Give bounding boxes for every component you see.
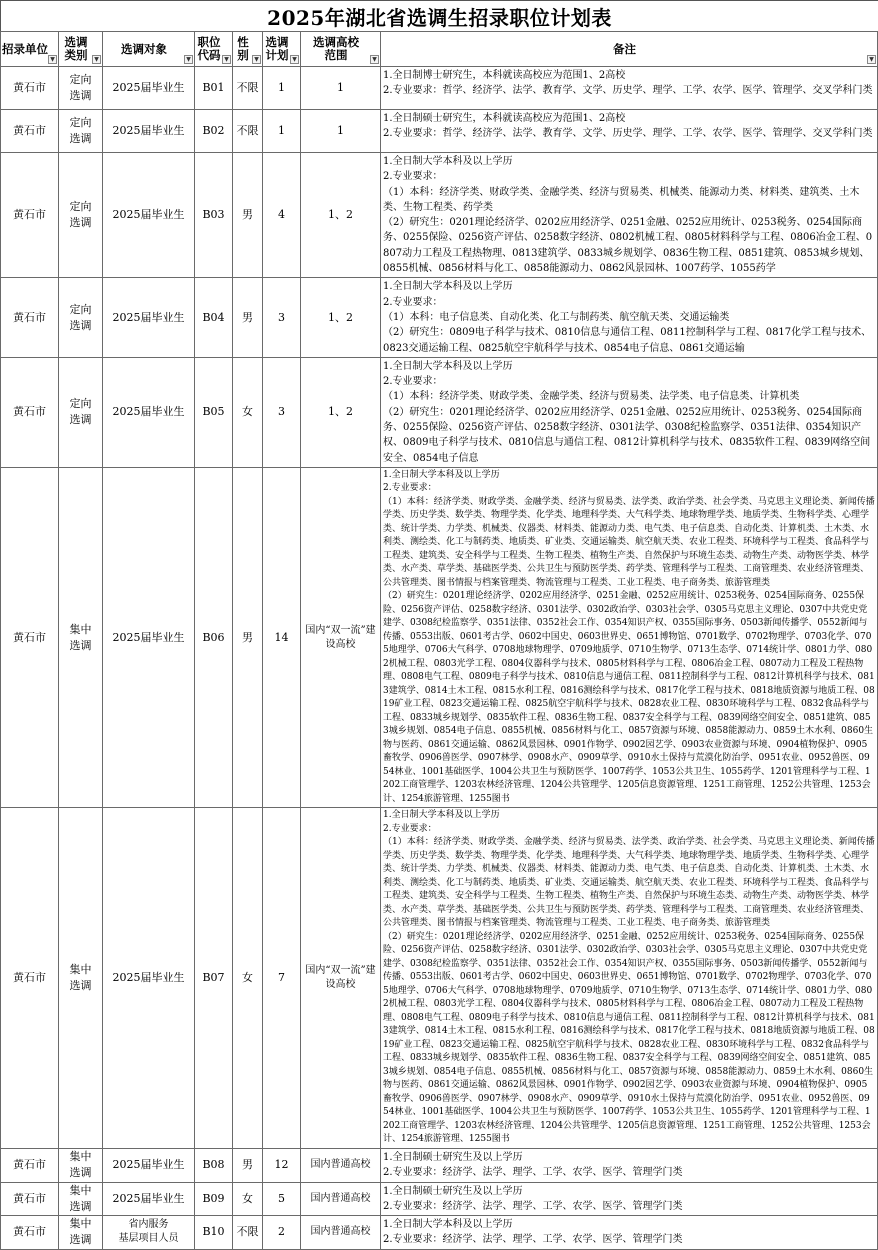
cell-schools[interactable]: 1 (301, 110, 381, 153)
cell-unit[interactable]: 黄石市 (1, 1182, 59, 1216)
note-line: 2.专业要求： (383, 296, 443, 308)
col-header-type[interactable] (59, 32, 103, 67)
note-line: 2.专业要求：哲学、经济学、法学、教育学、文学、历史学、理学、工学、农学、医学、管理学、交叉学科门类 (383, 85, 873, 97)
col-header-notes[interactable] (381, 32, 878, 67)
cell-gender[interactable]: 男 (233, 467, 263, 808)
cell-target[interactable]: 2025届毕业生 (103, 110, 195, 153)
cell-code[interactable]: B07 (195, 808, 233, 1149)
cell-plan[interactable]: 1 (263, 110, 301, 153)
cell-target[interactable]: 2025届毕业生 (103, 278, 195, 357)
cell-notes[interactable] (381, 153, 878, 278)
cell-unit[interactable]: 黄石市 (1, 1216, 59, 1250)
table-row (1, 1182, 878, 1216)
table-body (1, 67, 878, 1250)
table-row (1, 357, 878, 467)
cell-notes[interactable] (381, 1216, 878, 1250)
cell-schools[interactable]: 国内“双一流”建设高校 (301, 467, 381, 808)
header-row (1, 32, 878, 67)
notes-content (383, 1184, 875, 1215)
note-line: （1）本科：经济学类、财政学类、金融学类、经济与贸易类、机械类、能源动力类、材料类、建筑类、土木类、生物工程类、药学类 (383, 186, 860, 213)
cell-type[interactable]: 定向 选调 (59, 67, 103, 110)
cell-target[interactable]: 2025届毕业生 (103, 808, 195, 1149)
table-row (1, 808, 878, 1149)
note-line: 1.全日制大学本科及以上学历 (383, 281, 513, 293)
cell-schools[interactable]: 国内“双一流”建设高校 (301, 808, 381, 1149)
cell-schools[interactable]: 国内普通高校 (301, 1148, 381, 1182)
note-line: 2.专业要求：哲学、经济学、法学、教育学、文学、历史学、理学、工学、农学、医学、管理学、交叉学科门类 (383, 128, 873, 140)
cell-plan[interactable]: 14 (263, 467, 301, 808)
cell-unit[interactable]: 黄石市 (1, 153, 59, 278)
filter-dropdown-icon[interactable]: ▼ (184, 55, 193, 64)
note-line: （1）本科：经济学类、财政学类、金融学类、经济与贸易类、法学类、政治学类、社会学类、马克思主义理论类、新闻传播学类、历史学类、数学类、物理学类、化学类、地理科学类、大气科学类、地球物理学类、地质学类、生物科学类、心理学类、统计学类、力学类、机械类、仪器类、材料类、能源动力类、电气类、电子信息类、自动化类、计算机类、土木类、水利类、测绘类、化工与制药类、地质类、矿业类、交通运输类、航空航天类、农业工程类、环境科学与工程类、食品科学与工程类、建筑类、安全科学与工程类、生物工程类、植物生产类、自然保护与环境生态类、动物生产类、动物医学类、林学类、水产类、草学类、基础医学类、公共卫生与预防医学类、药学类、管理科学与工程类、工商管理类、农业经济管理类、公共管理类、图书情报与档案管理类、物流管理与工程类、工业工程类、电子商务类、旅游管理类 (383, 837, 875, 929)
cell-code[interactable]: B04 (195, 278, 233, 357)
header-label: 选调对象 (121, 41, 167, 56)
note-line: 1.全日制硕士研究生及以上学历 (383, 1151, 523, 1163)
cell-gender[interactable]: 女 (233, 1182, 263, 1216)
note-line: 1.全日制大学本科及以上学历 (383, 1219, 513, 1231)
notes-content (383, 809, 875, 1147)
table-row (1, 467, 878, 808)
cell-type[interactable]: 定向 选调 (59, 153, 103, 278)
table-row (1, 1148, 878, 1182)
cell-gender[interactable]: 不限 (233, 110, 263, 153)
note-line: 1.全日制博士研究生，本科就读高校应为范围1、2高校 (383, 70, 626, 81)
cell-code[interactable]: B05 (195, 357, 233, 467)
header-label: 备注 (613, 41, 636, 56)
cell-gender[interactable]: 男 (233, 1148, 263, 1182)
filter-dropdown-icon[interactable]: ▼ (867, 55, 876, 64)
note-line: （1）本科：经济学类、财政学类、金融学类、经济与贸易类、法学类、政治学类、社会学类、马克思主义理论类、新闻传播学类、历史学类、数学类、物理学类、化学类、地理科学类、大气科学类、地球物理学类、地质学类、生物科学类、心理学类、统计学类、力学类、机械类、仪器类、材料类、能源动力类、电气类、电子信息类、自动化类、计算机类、土木类、水利类、测绘类、化工与制药类、地质类、矿业类、交通运输类、航空航天类、农业工程类、环境科学与工程类、食品科学与工程类、建筑类、安全科学与工程类、生物工程类、植物生产类、自然保护与环境生态类、动物生产类、动物医学类、林学类、水产类、草学类、基础医学类、公共卫生与预防医学类、药学类、管理科学与工程类、工商管理类、农业经济管理类、公共管理类、图书情报与档案管理类、物流管理与工程类、工业工程类、电子商务类、旅游管理类 (383, 496, 875, 588)
cell-target[interactable]: 2025届毕业生 (103, 1182, 195, 1216)
cell-notes[interactable] (381, 278, 878, 357)
note-line: 1.全日制大学本科及以上学历 (383, 156, 513, 167)
filter-dropdown-icon[interactable]: ▼ (252, 55, 261, 64)
cell-plan[interactable]: 2 (263, 1216, 301, 1250)
filter-dropdown-icon[interactable]: ▼ (48, 55, 57, 64)
cell-unit[interactable]: 黄石市 (1, 278, 59, 357)
cell-plan[interactable]: 12 (263, 1148, 301, 1182)
note-line: 1.全日制大学本科及以上学历 (383, 360, 513, 372)
cell-type[interactable]: 定向 选调 (59, 278, 103, 357)
cell-gender[interactable]: 不限 (233, 1216, 263, 1250)
cell-target[interactable]: 2025届毕业生 (103, 153, 195, 278)
position-plan-table (0, 31, 878, 1250)
notes-content (383, 68, 875, 99)
note-line: （2）研究生：0201理论经济学、0202应用经济学、0251金融、0252应用统计、0253税务、0254国际商务、0255保险、0256资产评估、0258数字经济、0802机械工程、0805材料科学与工程、0806冶金工程、0807动力工程及工程热物理、0813建筑学、0833城乡规划学、0836生物工程、0851建筑、0853城乡规划、0855机械、0856材料与化工、0858能源动力、0862风景园林、1007药学、1055药学 (383, 217, 873, 275)
cell-type[interactable]: 集中 选调 (59, 808, 103, 1149)
cell-target[interactable]: 2025届毕业生 (103, 357, 195, 467)
note-line: 2.专业要求：经济学、法学、理学、工学、农学、医学、管理学门类 (383, 1167, 683, 1179)
cell-notes[interactable] (381, 808, 878, 1149)
cell-schools[interactable]: 国内普通高校 (301, 1216, 381, 1250)
cell-plan[interactable]: 4 (263, 153, 301, 278)
cell-code[interactable]: B08 (195, 1148, 233, 1182)
cell-unit[interactable]: 黄石市 (1, 808, 59, 1149)
col-header-target[interactable] (103, 32, 195, 67)
cell-notes[interactable] (381, 357, 878, 467)
header-label: 选调 计划 (265, 35, 289, 62)
notes-content (383, 359, 875, 466)
col-header-gender[interactable] (233, 32, 263, 67)
filter-dropdown-icon[interactable]: ▼ (290, 55, 299, 64)
note-line: 2.专业要求： (383, 171, 443, 183)
cell-gender[interactable]: 男 (233, 278, 263, 357)
cell-schools[interactable]: 国内普通高校 (301, 1182, 381, 1216)
cell-code[interactable]: B06 (195, 467, 233, 808)
cell-type[interactable]: 定向 选调 (59, 110, 103, 153)
cell-notes[interactable] (381, 467, 878, 808)
note-line: 1.全日制硕士研究生，本科就读高校应为范围1、2高校 (383, 113, 626, 124)
table-row (1, 1216, 878, 1250)
cell-code[interactable]: B03 (195, 153, 233, 278)
header-label: 职位 代码 (197, 35, 221, 62)
note-line: （2）研究生：0201理论经济学、0202应用经济学、0251金融、0252应用统计、0253税务、0254国际商务、0255保险、0256资产评估、0258数字经济、0301法学、0302政治学、0303社会学、0305马克思主义理论、0307中共党史党建学、0308纪检监察学、0351法律、0352社会工作、0354知识产权、0355国际事务、0503新闻传播学、0552新闻与传播、0553出版、0601考古学、0602中国史、0603世界史、0651博物馆、0701数学、0702物理学、0703化学、0705地理学、0706大气科学、0708地球物理学、0709地质学、0710生物学、0713生态学、0714统计学、0801力学、0802机械工程、0803光学工程、0804仪器科学与技术、0805材料科学与工程、0806冶金工程、0807动力工程及工程热物理、0808电气工程、0809电子科学与技术、0810信息与通信工程、0811控制科学与工程、0812计算机科学与技术、0813建筑学、0814土木工程、0815水利工程、0816测绘科学与技术、0817化学工程与技术、0818地质资源与地质工程、0819矿业工程、0823交通运输工程、0825航空宇航科学与技术、0828农业工程、0830环境科学与工程、0832食品科学与工程、0833城乡规划学、0835软件工程、0836生物工程、0837安全科学与工程、0839网络空间安全、0851建筑、0853城乡规划、0854电子信息、0855机械、0856材料与化工、0857资源与环境、0858能源动力、0859土木水利、0860生物与医药、0861交通运输、0862风景园林、0901作物学、0902园艺学、0903农业资源与环境、0904植物保护、0905畜牧学、0906兽医学、0907林学、0908水产、0909草学、0910水土保持与荒漠化防治学、0951农业、0952兽医、0954林业、1001基础医学、1004公共卫生与预防医学、1007药学、1053公共卫生、1055药学、1201管理科学与工程、1202工商管理学、1203农林经济管理、1204公共管理学、1205信息资源管理、1251工商管理、1252公共管理、1253会计、1254旅游管理、1255图书 (383, 591, 875, 804)
filter-dropdown-icon[interactable]: ▼ (92, 55, 101, 64)
col-header-plan[interactable] (263, 32, 301, 67)
cell-type[interactable]: 集中 选调 (59, 1182, 103, 1216)
col-header-code[interactable] (195, 32, 233, 67)
table-row (1, 153, 878, 278)
cell-notes[interactable] (381, 67, 878, 110)
header-label: 性别 (237, 35, 249, 62)
cell-unit[interactable]: 黄石市 (1, 1148, 59, 1182)
cell-plan[interactable]: 1 (263, 67, 301, 110)
notes-content (383, 279, 875, 355)
cell-gender[interactable]: 女 (233, 357, 263, 467)
notes-content (383, 1150, 875, 1181)
filter-dropdown-icon[interactable]: ▼ (222, 55, 231, 64)
filter-dropdown-icon[interactable]: ▼ (370, 55, 379, 64)
note-line: （2）研究生：0201理论经济学、0202应用经济学、0251金融、0252应用统计、0253税务、0254国际商务、0255保险、0256资产评估、0258数字经济、0301法学、0302政治学、0303社会学、0305马克思主义理论、0307中共党史党建学、0308纪检监察学、0351法律、0352社会工作、0354知识产权、0355国际事务、0503新闻传播学、0552新闻与传播、0553出版、0601考古学、0602中国史、0603世界史、0651博物馆、0701数学、0702物理学、0703化学、0705地理学、0706大气科学、0708地球物理学、0709地质学、0710生物学、0713生态学、0714统计学、0801力学、0802机械工程、0803光学工程、0804仪器科学与技术、0805材料科学与工程、0806冶金工程、0807动力工程及工程热物理、0808电气工程、0809电子科学与技术、0810信息与通信工程、0811控制科学与工程、0812计算机科学与技术、0813建筑学、0814土木工程、0815水利工程、0816测绘科学与技术、0817化学工程与技术、0818地质资源与地质工程、0819矿业工程、0823交通运输工程、0825航空宇航科学与技术、0828农业工程、0830环境科学与工程、0832食品科学与工程、0833城乡规划学、0835软件工程、0836生物工程、0837安全科学与工程、0839网络空间安全、0851建筑、0853城乡规划、0854电子信息、0855机械、0856材料与化工、0857资源与环境、0858能源动力、0859土木水利、0860生物与医药、0861交通运输、0862风景园林、0901作物学、0902园艺学、0903农业资源与环境、0904植物保护、0905畜牧学、0906兽医学、0907林学、0908水产、0909草学、0910水土保持与荒漠化防治学、0951农业、0952兽医、0954林业、1001基础医学、1004公共卫生与预防医学、1007药学、1053公共卫生、1055药学、1201管理科学与工程、1202工商管理学、1203农林经济管理、1204公共管理学、1205信息资源管理、1251工商管理、1252公共管理、1253会计、1254旅游管理、1255图书 (383, 931, 875, 1145)
note-line: 1.全日制大学本科及以上学历 (383, 469, 500, 480)
cell-plan[interactable]: 5 (263, 1182, 301, 1216)
table-row (1, 67, 878, 110)
cell-gender[interactable]: 女 (233, 808, 263, 1149)
cell-notes[interactable] (381, 110, 878, 153)
cell-schools[interactable]: 1 (301, 67, 381, 110)
cell-code[interactable]: B10 (195, 1216, 233, 1250)
note-line: 2.专业要求： (383, 483, 437, 494)
col-header-unit[interactable] (1, 32, 59, 67)
cell-type[interactable]: 集中 选调 (59, 467, 103, 808)
cell-code[interactable]: B09 (195, 1182, 233, 1216)
cell-plan[interactable]: 3 (263, 357, 301, 467)
note-line: （1）本科：经济学类、财政学类、金融学类、经济与贸易类、法学类、电子信息类、计算机类 (383, 391, 800, 403)
header-label: 选调高校 范围 (313, 35, 359, 62)
cell-unit[interactable]: 黄石市 (1, 467, 59, 808)
page-title: 2025年湖北省选调生招录职位计划表 (0, 0, 878, 31)
cell-target[interactable]: 省内服务 基层项目人员 (103, 1216, 195, 1250)
cell-unit[interactable]: 黄石市 (1, 110, 59, 153)
notes-content (383, 111, 875, 142)
cell-target[interactable]: 2025届毕业生 (103, 67, 195, 110)
cell-schools[interactable]: 1、2 (301, 153, 381, 278)
note-line: 1.全日制硕士研究生及以上学历 (383, 1185, 523, 1197)
cell-plan[interactable]: 3 (263, 278, 301, 357)
note-line: （2）研究生：0809电子科学与技术、0810信息与通信工程、0811控制科学与工程、0817化学工程与技术、0823交通运输工程、0825航空宇航科学与技术、0854电子信息、0861交通运输 (383, 327, 872, 354)
header-label: 招录单位 (2, 41, 48, 56)
cell-type[interactable]: 集中 选调 (59, 1216, 103, 1250)
notes-content (383, 1217, 875, 1248)
note-line: 2.专业要求： (383, 376, 443, 388)
table-row (1, 110, 878, 153)
cell-target[interactable]: 2025届毕业生 (103, 1148, 195, 1182)
note-line: 2.专业要求： (383, 823, 437, 834)
table-row (1, 278, 878, 357)
note-line: 1.全日制大学本科及以上学历 (383, 810, 500, 821)
cell-notes[interactable] (381, 1182, 878, 1216)
notes-content (383, 469, 875, 807)
cell-schools[interactable]: 1、2 (301, 357, 381, 467)
col-header-schools[interactable] (301, 32, 381, 67)
cell-unit[interactable]: 黄石市 (1, 67, 59, 110)
note-line: 2.专业要求：经济学、法学、理学、工学、农学、医学、管理学门类 (383, 1234, 683, 1246)
cell-gender[interactable]: 男 (233, 153, 263, 278)
cell-target[interactable]: 2025届毕业生 (103, 467, 195, 808)
cell-plan[interactable]: 7 (263, 808, 301, 1149)
cell-gender[interactable]: 不限 (233, 67, 263, 110)
cell-notes[interactable] (381, 1148, 878, 1182)
cell-code[interactable]: B01 (195, 67, 233, 110)
cell-type[interactable]: 定向 选调 (59, 357, 103, 467)
cell-schools[interactable]: 1、2 (301, 278, 381, 357)
cell-unit[interactable]: 黄石市 (1, 357, 59, 467)
header-label: 选调 类别 (64, 35, 88, 62)
cell-type[interactable]: 集中 选调 (59, 1148, 103, 1182)
note-line: 2.专业要求：经济学、法学、理学、工学、农学、医学、管理学门类 (383, 1200, 683, 1212)
notes-content (383, 154, 875, 276)
note-line: （1）本科：电子信息类、自动化类、化工与制药类、航空航天类、交通运输类 (383, 311, 730, 323)
cell-code[interactable]: B02 (195, 110, 233, 153)
note-line: （2）研究生：0201理论经济学、0202应用经济学、0251金融、0252应用统计、0253税务、0254国际商务、0255保险、0256资产评估、0258数字经济、0301法学、0308纪检监察学、0351法律、0354知识产权、0809电子科学与技术、0810信息与通信工程、0812计算机科学与技术、0835软件工程、0839网络空间安全、0854电子信息 (383, 406, 871, 464)
